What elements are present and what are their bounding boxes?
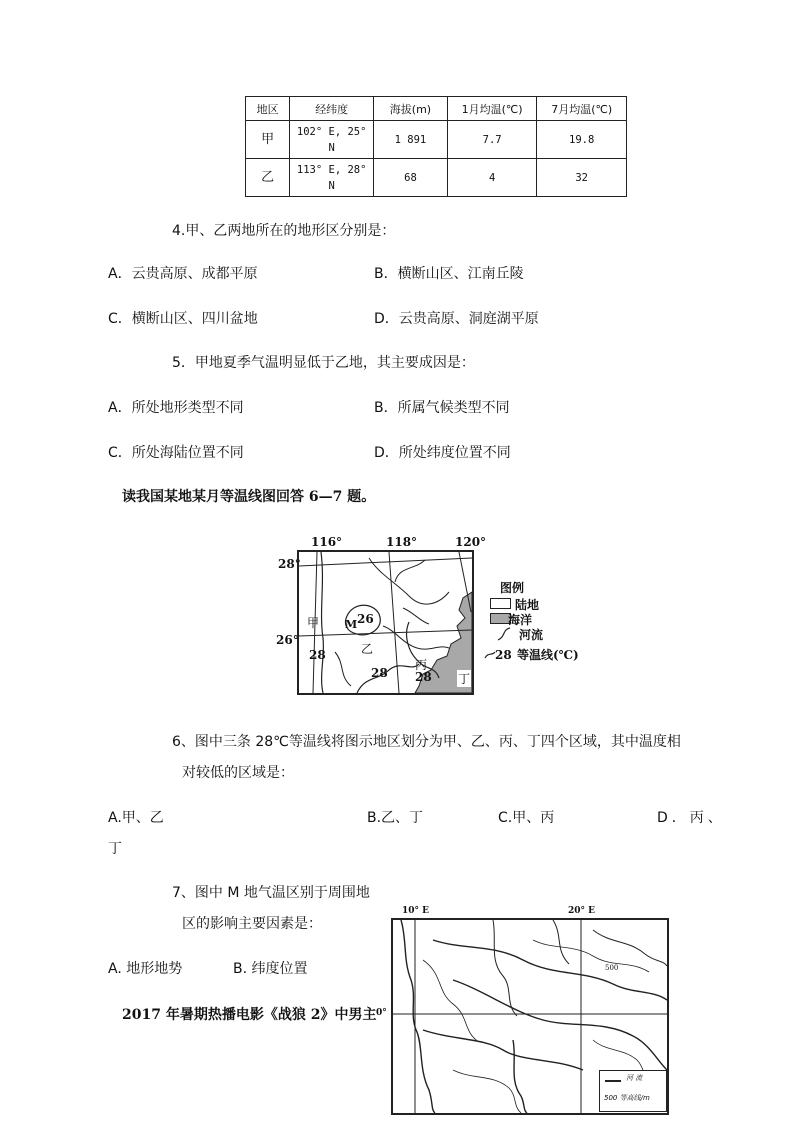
contour-line	[423, 960, 479, 1042]
question-6-option-d-cont: 丁	[108, 841, 122, 857]
latitude-line-26	[299, 630, 472, 636]
question-5-option-d: D．所处纬度位置不同	[374, 445, 511, 461]
lon-label-10e: 10° E	[402, 906, 430, 916]
question-4-option-c: C．横断山区、四川盆地	[108, 311, 258, 327]
legend-isotherm-label: 等温线(℃)	[517, 648, 579, 662]
river	[553, 920, 569, 964]
question-7-stem-cont: 区的影响主要因素是：	[182, 916, 322, 932]
question-6-option-d: D．丙、	[657, 810, 726, 826]
lon-label-120: 120°	[455, 535, 487, 549]
coord-line: N	[328, 141, 335, 154]
question-7-option-a: A. 地形地势	[108, 961, 183, 977]
question-5-option-c: C．所处海陆位置不同	[108, 445, 244, 461]
question-5-option-a: A．所处地形类型不同	[108, 400, 244, 416]
lat-label-28: 28°	[278, 557, 301, 571]
contour-line	[533, 940, 649, 972]
question-4-option-b: B．横断山区、江南丘陵	[374, 266, 524, 282]
cell-jul-temp: 32	[537, 159, 627, 197]
question-6-option-b: B.乙、丁	[367, 810, 424, 826]
cell-altitude: 68	[374, 159, 448, 197]
relief-map	[391, 918, 669, 1115]
legend-isotherm-value: 28	[495, 648, 512, 662]
question-4-option-d: D．云贵高原、洞庭湖平原	[374, 311, 539, 327]
contour-value-label: 500	[605, 964, 619, 972]
col-header-coords: 经纬度	[290, 97, 374, 121]
cell-jan-temp: 7.7	[447, 121, 537, 159]
river	[395, 560, 425, 582]
question-6-stem: 6、图中三条 28℃等温线将图示地区划分为甲、乙、丙、丁四个区域，其中温度相	[172, 734, 681, 750]
coastline	[401, 920, 435, 1113]
col-header-region: 地区	[246, 97, 290, 121]
isotherm-label-28: 28	[415, 670, 432, 684]
legend-title: 图例	[500, 581, 525, 595]
isotherm-label-28: 28	[309, 648, 326, 662]
isotherm-28-west	[321, 552, 323, 693]
river	[369, 558, 449, 604]
climate-table	[245, 96, 627, 197]
river-icon	[494, 626, 514, 642]
cell-jul-temp: 19.8	[537, 121, 627, 159]
lat-label-0: 0°	[376, 1008, 387, 1018]
river	[453, 980, 667, 1070]
legend-river-label: 河 流	[626, 1074, 643, 1082]
relief-map-legend	[599, 1070, 667, 1112]
river-icon	[604, 1077, 622, 1085]
question-6-stem-cont: 对较低的区域是：	[182, 765, 294, 781]
cell-region: 甲	[246, 121, 290, 159]
question-4-stem: 4.甲、乙两地所在的地形区分别是：	[172, 223, 396, 239]
question-7-stem: 7、图中 M 地气温区别于周围地	[172, 885, 370, 901]
legend-land-label: 陆地	[515, 598, 540, 612]
question-6-option-c: C.甲、丙	[498, 810, 555, 826]
lon-label-118: 118°	[386, 535, 418, 549]
isotherm-28-south	[357, 664, 419, 693]
river	[433, 940, 667, 1000]
table-row	[246, 121, 627, 159]
question-5-stem: 5．甲地夏季气温明显低于乙地，其主要成因是：	[172, 355, 475, 371]
table-header-row	[246, 97, 627, 121]
lon-label-20e: 20° E	[568, 906, 596, 916]
cell-altitude: 1 891	[374, 121, 448, 159]
river	[493, 920, 517, 1016]
cell-coords	[290, 159, 374, 197]
question-4-option-a: A．云贵高原、成都平原	[108, 266, 258, 282]
lon-label-116: 116°	[311, 535, 343, 549]
legend-contour-label: 500 等高线/m	[604, 1094, 650, 1102]
table-row	[246, 159, 627, 197]
region-label-yi: 乙	[361, 642, 374, 656]
river	[403, 608, 429, 624]
next-question-text: 2017 年暑期热播电影《战狼 2》中男主	[122, 1007, 377, 1023]
isotherm-map	[297, 550, 474, 695]
river	[383, 626, 449, 649]
point-label-m: M	[345, 618, 358, 631]
col-header-jan-temp: 1月均温(℃)	[447, 97, 537, 121]
region-label-ding: 丁	[458, 672, 471, 686]
lat-label-26: 26°	[276, 633, 299, 647]
col-header-jul-temp: 7月均温(℃)	[537, 97, 627, 121]
legend-sea-label: 海洋	[508, 613, 533, 627]
legend-river-label: 河流	[519, 628, 544, 642]
coord-line: 102° E, 25°	[296, 125, 367, 138]
section-intro: 读我国某地某月等温线图回答 6—7 题。	[122, 489, 376, 505]
river	[335, 652, 351, 686]
cell-coords	[290, 121, 374, 159]
region-label-jia: 甲	[307, 616, 320, 630]
latitude-line-28	[299, 558, 472, 566]
cell-region: 乙	[246, 159, 290, 197]
coord-line: 113° E, 28°	[296, 163, 367, 176]
isotherm-label-28: 28	[371, 666, 388, 680]
isotherm-label-26: 26	[357, 612, 374, 626]
legend-land-swatch	[490, 598, 511, 609]
contour-line	[453, 1070, 521, 1113]
question-7-option-b: B. 纬度位置	[233, 961, 308, 977]
coord-line: N	[328, 179, 335, 192]
question-6-option-a: A.甲、乙	[108, 810, 164, 826]
col-header-altitude: 海拔(m)	[374, 97, 448, 121]
region-label-bing: 丙	[415, 658, 428, 672]
cell-jan-temp: 4	[447, 159, 537, 197]
question-5-option-b: B．所属气候类型不同	[374, 400, 510, 416]
river	[423, 1030, 583, 1070]
longitude-line-118	[389, 552, 399, 693]
